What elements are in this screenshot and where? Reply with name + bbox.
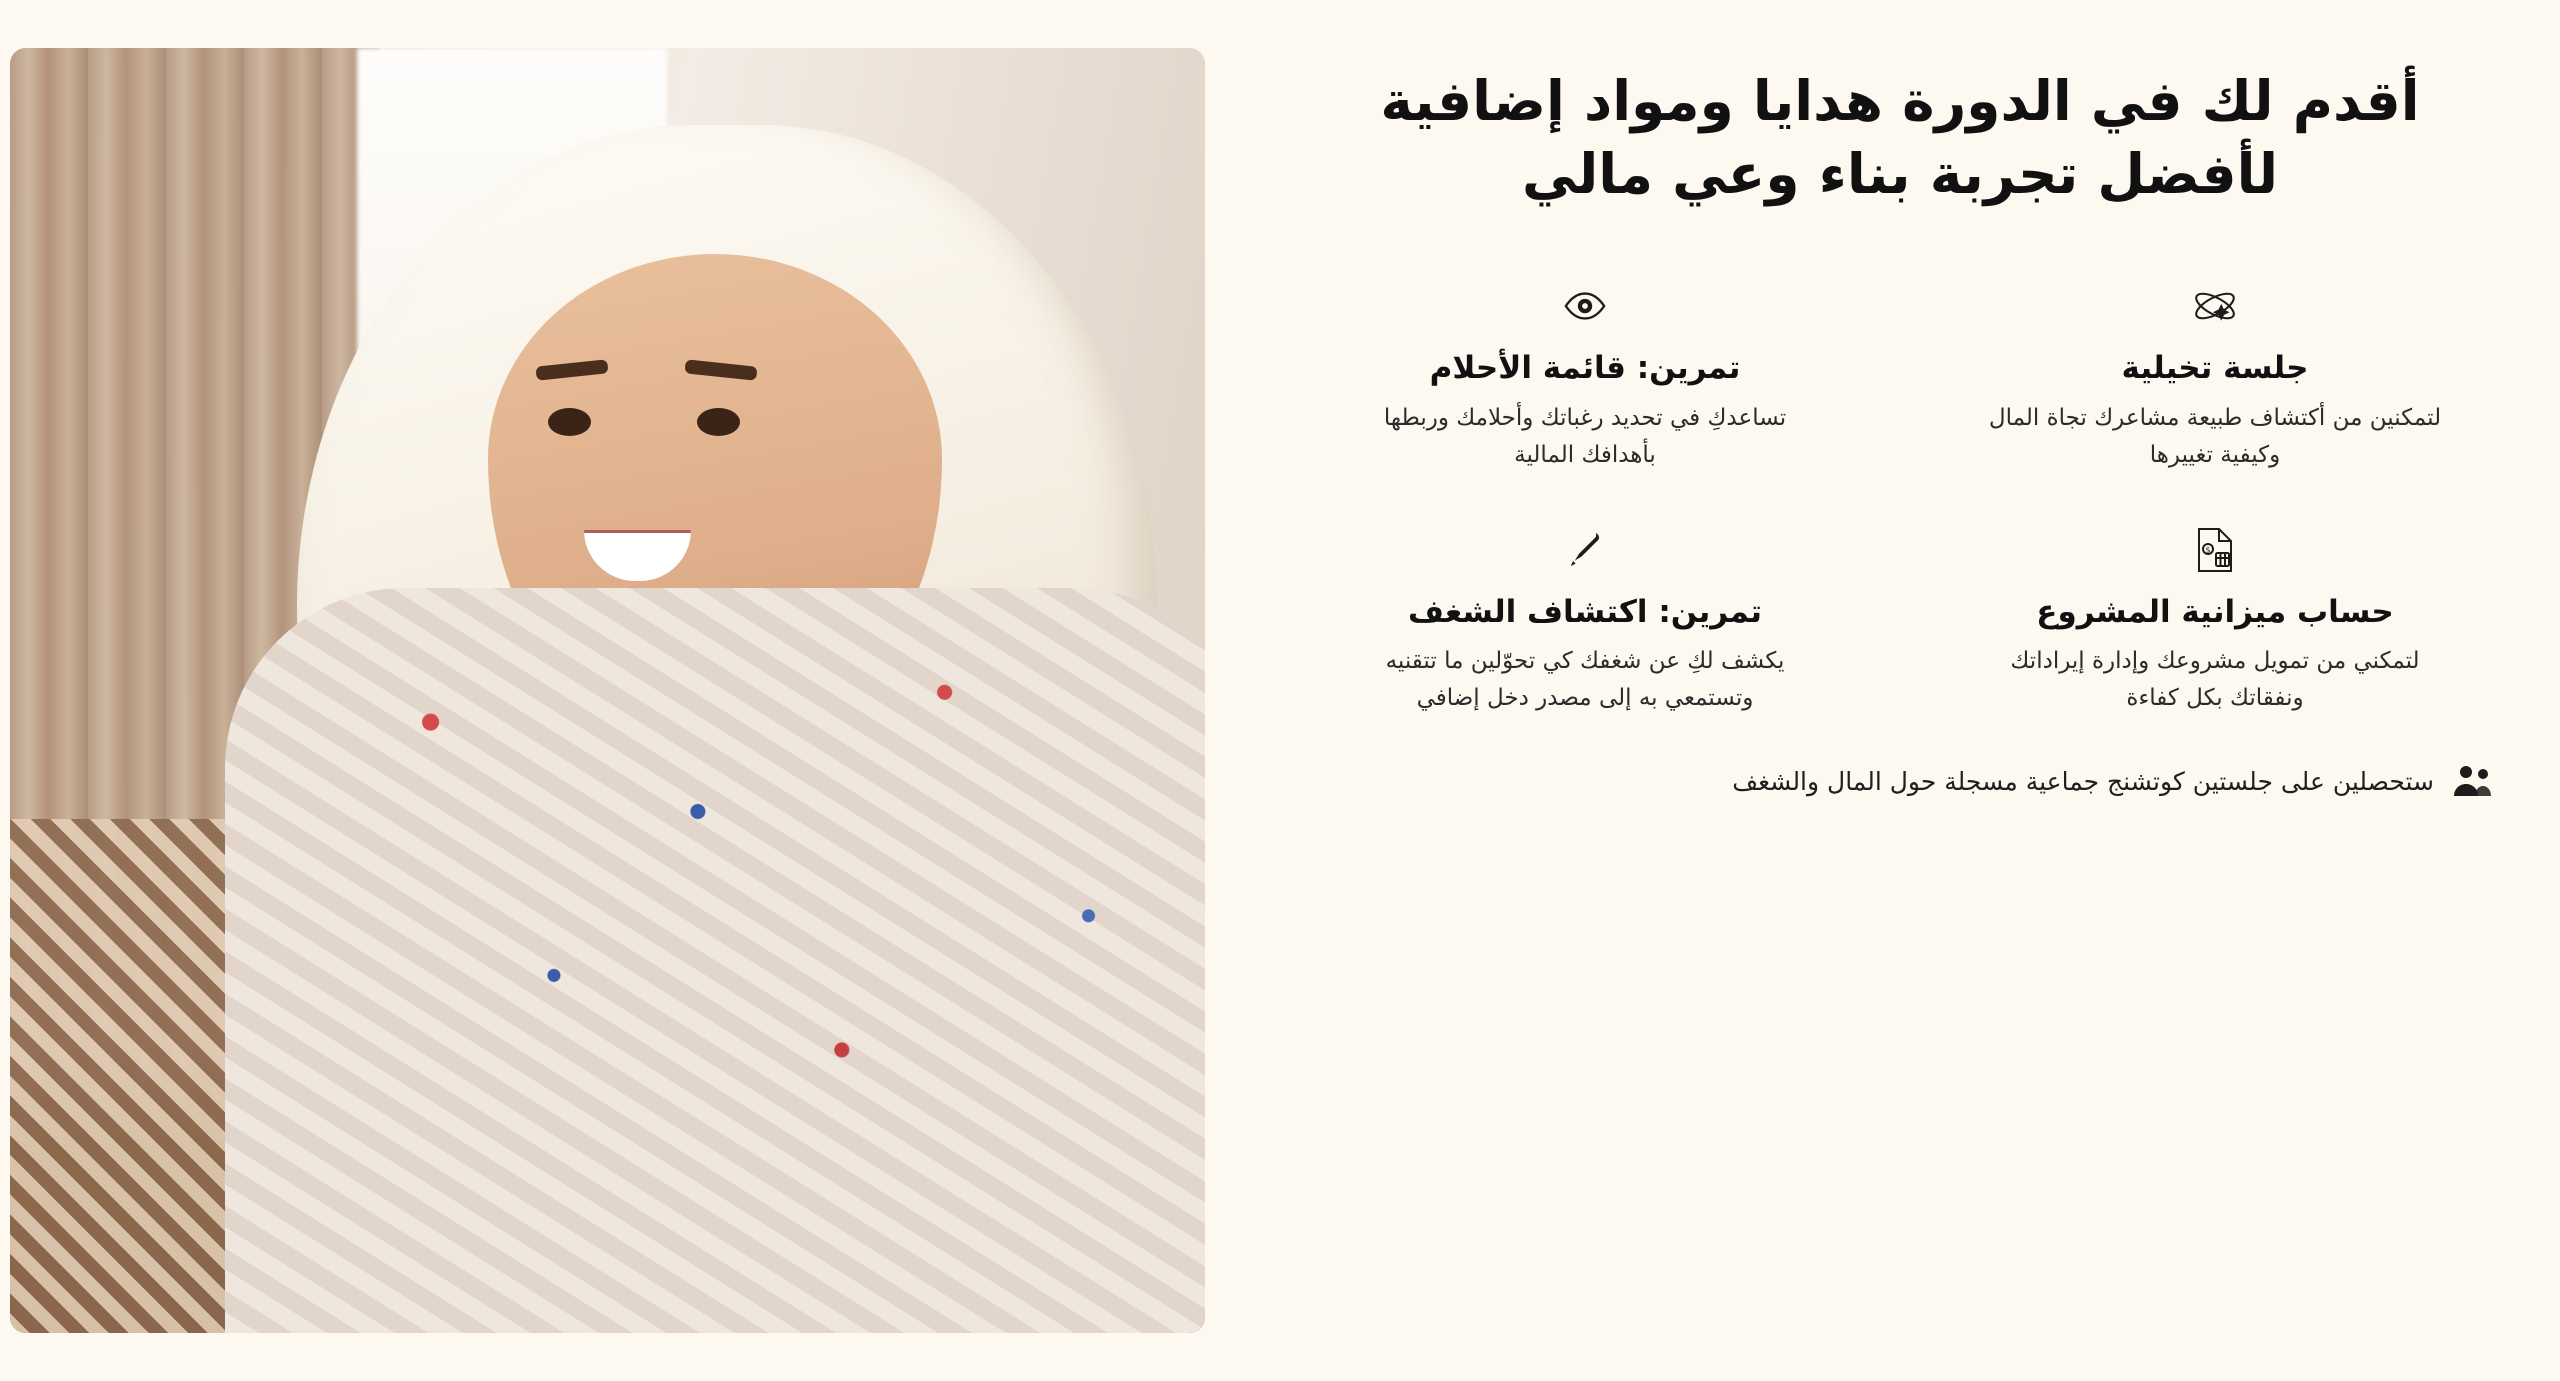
benefit-title: جلسة تخيلية: [2121, 350, 2309, 387]
people-icon: [2452, 763, 2494, 801]
budget-document-icon: [1930, 524, 2500, 576]
pen-icon: [1300, 524, 1870, 576]
benefit-card: [1930, 524, 2500, 717]
photo-column: [0, 0, 1260, 1381]
bonus-footer: [1300, 763, 2500, 801]
benefit-body: يكشف لكِ عن شغفك كي تحوّلين ما تتقنيه وتستمعي به إلى مصدر دخل إضافي: [1385, 648, 1785, 712]
bonus-footer-text: ستحصلين على جلستين كوتشنج جماعية مسجلة حول المال والشغف: [1732, 767, 2434, 797]
benefit-title: تمرين: قائمة الأحلام: [1429, 350, 1741, 387]
benefits-grid: [1300, 280, 2500, 717]
benefit-card: [1300, 280, 1870, 473]
content-column: [1260, 0, 2560, 1381]
benefit-title: حساب ميزانية المشروع: [2036, 593, 2394, 630]
benefit-body: لتمكني من تمويل مشروعك وإدارة إيراداتك ونفقاتك بكل كفاءة: [2010, 648, 2420, 712]
svg-text:$: $: [2205, 545, 2211, 555]
benefit-card: [1930, 280, 2500, 473]
benefit-body: لتمكنين من أكتشاف طبيعة مشاعرك تجاة المال وكيفية تغييرها: [1988, 405, 2442, 468]
atom-sparkle-icon: [1930, 280, 2500, 332]
benefit-title: تمرين: اكتشاف الشغف: [1408, 593, 1762, 630]
page-title: أقدم لك في الدورة هدايا ومواد إضافية لأفضل تجربة بناء وعي مالي: [1380, 69, 2420, 206]
benefit-body: تساعدكِ في تحديد رغباتك وأحلامك وربطها بأهدافك المالية: [1383, 405, 1787, 468]
portrait-photo: [10, 48, 1205, 1333]
benefit-card: [1300, 524, 1870, 717]
eye-icon: [1300, 280, 1870, 332]
